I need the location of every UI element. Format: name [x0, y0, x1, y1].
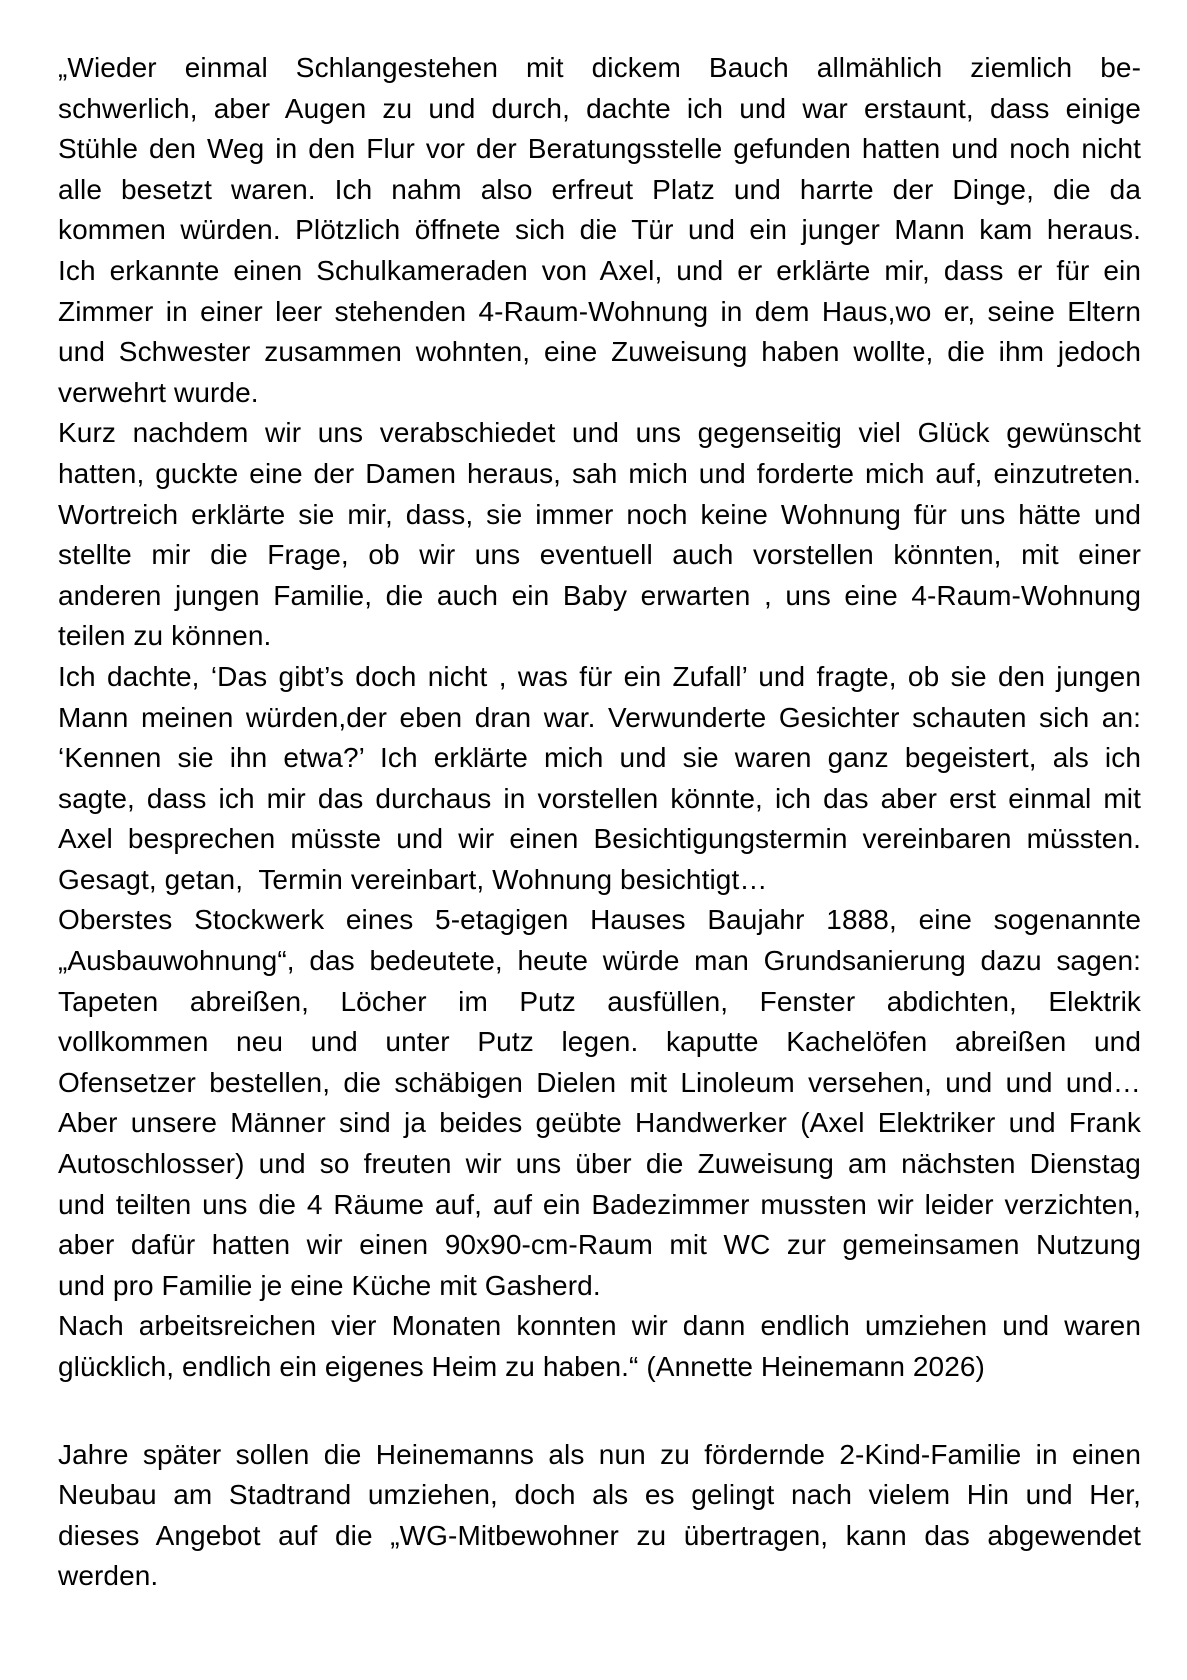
text-line: schwerlich, aber Augen zu und durch, dachte ich und war erstaunt, dass einige [58, 92, 1141, 124]
text-line: Ich dachte, ‘Das gibt’s doch nicht , was für ein Zufall’ und fragte, ob sie den jungen [58, 660, 1141, 692]
text-line: Zimmer in einer leer stehenden 4-Raum-Wohnung in dem Haus,wo er, seine Eltern [58, 295, 1141, 327]
text-line: „Wieder einmal Schlangestehen mit dickem Bauch allmählich ziemlich be- [58, 52, 1141, 83]
text-line: kommen würden. Plötzlich öffnete sich die Tür und ein junger Mann kam heraus. [58, 214, 1141, 246]
text-line: aber dafür hatten wir einen 90x90-cm-Raum mit WC zur gemeinsamen Nutzung [58, 1229, 1141, 1261]
text-line: Gesagt, getan, Termin vereinbart, Wohnung besichtigt… [58, 863, 768, 895]
text-line: Autoschlosser) und so freuten wir uns über die Zuweisung am nächsten Dienstag [58, 1148, 1141, 1180]
text-line: ‘Kennen sie ihn etwa?’ Ich erklärte mich und sie waren ganz begeistert, als ich [58, 742, 1141, 774]
paragraph [58, 1306, 1141, 1387]
text-line: Nach arbeitsreichen vier Monaten konnten wir dann endlich umziehen und waren [58, 1310, 1141, 1342]
text-line: dieses Angebot auf die „WG-Mitbewohner zu übertragen, kann das abgewendet [58, 1519, 1141, 1551]
text-line: verwehrt wurde. [58, 376, 259, 408]
text-line: alle besetzt waren. Ich nahm also erfreut Platz und harrte der Dinge, die da [58, 173, 1141, 205]
text-line: glücklich, endlich ein eigenes Heim zu haben.“ (Annette Heinemann 2026) [58, 1351, 985, 1382]
text-line: Aber unsere Männer sind ja beides geübte Handwerker (Axel Elektriker und Frank [58, 1107, 1141, 1139]
text-line: sagte, dass ich mir das durchaus in vorstellen könnte, ich das aber erst einmal mit [58, 782, 1141, 814]
text-line: Axel besprechen müsste und wir einen Besichtigungstermin vereinbaren müssten. [58, 823, 1141, 855]
text-line: Ich erkannte einen Schulkameraden von Axel, und er erklärte mir, dass er für ein [58, 254, 1141, 286]
text-line: Mann meinen würden,der eben dran war. Verwunderte Gesichter schauten sich an: [58, 701, 1141, 733]
text-line: und Schwester zusammen wohnten, eine Zuweisung haben wollte, die ihm jedoch [58, 336, 1141, 368]
paragraph [58, 657, 1141, 901]
text-line: Neubau am Stadtrand umziehen, doch als es gelingt nach vielem Hin und Her, [58, 1479, 1141, 1511]
text-line: Tapeten abreißen, Löcher im Putz ausfüllen, Fenster abdichten, Elektrik [58, 985, 1141, 1017]
text-block [58, 48, 1141, 1597]
text-line: anderen jungen Familie, die auch ein Baby erwarten , uns eine 4-Raum-Wohnung [58, 579, 1141, 611]
text-line: Stühle den Weg in den Flur vor der Beratungsstelle gefunden hatten und noch nicht [58, 133, 1141, 165]
text-line: werden. [58, 1560, 159, 1592]
paragraph [58, 48, 1141, 413]
text-line: Ofensetzer bestellen, die schäbigen Dielen mit Linoleum versehen, und und und… [58, 1066, 1141, 1098]
text-line: vollkommen neu und unter Putz legen. kaputte Kachelöfen abreißen und [58, 1026, 1141, 1058]
text-line: teilen zu können. [58, 620, 272, 652]
text-line: Oberstes Stockwerk eines 5-etagigen Hauses Baujahr 1888, eine sogenannte [58, 904, 1141, 936]
text-line: Kurz nachdem wir uns verabschiedet und uns gegenseitig viel Glück gewünscht [58, 417, 1141, 449]
text-line: Wortreich erklärte sie mir, dass, sie immer noch keine Wohnung für uns hätte und [58, 498, 1141, 530]
paragraph [58, 1435, 1141, 1597]
text-line: und pro Familie je eine Küche mit Gasherd. [58, 1269, 601, 1301]
text-line: „Ausbauwohnung“, das bedeutete, heute würde man Grundsanierung dazu sagen: [58, 945, 1141, 977]
text-line: hatten, guckte eine der Damen heraus, sah mich und forderte mich auf, einzutreten. [58, 457, 1141, 489]
paragraph [58, 413, 1141, 657]
paragraph-spacer [58, 1388, 1141, 1435]
text-line: stellte mir die Frage, ob wir uns eventuell auch vorstellen könnten, mit einer [58, 539, 1141, 571]
text-line: und teilten uns die 4 Räume auf, auf ein Badezimmer mussten wir leider verzichten, [58, 1188, 1141, 1220]
paragraph [58, 900, 1141, 1306]
text-line: Jahre später sollen die Heinemanns als nun zu fördernde 2-Kind-Familie in einen [58, 1438, 1141, 1470]
